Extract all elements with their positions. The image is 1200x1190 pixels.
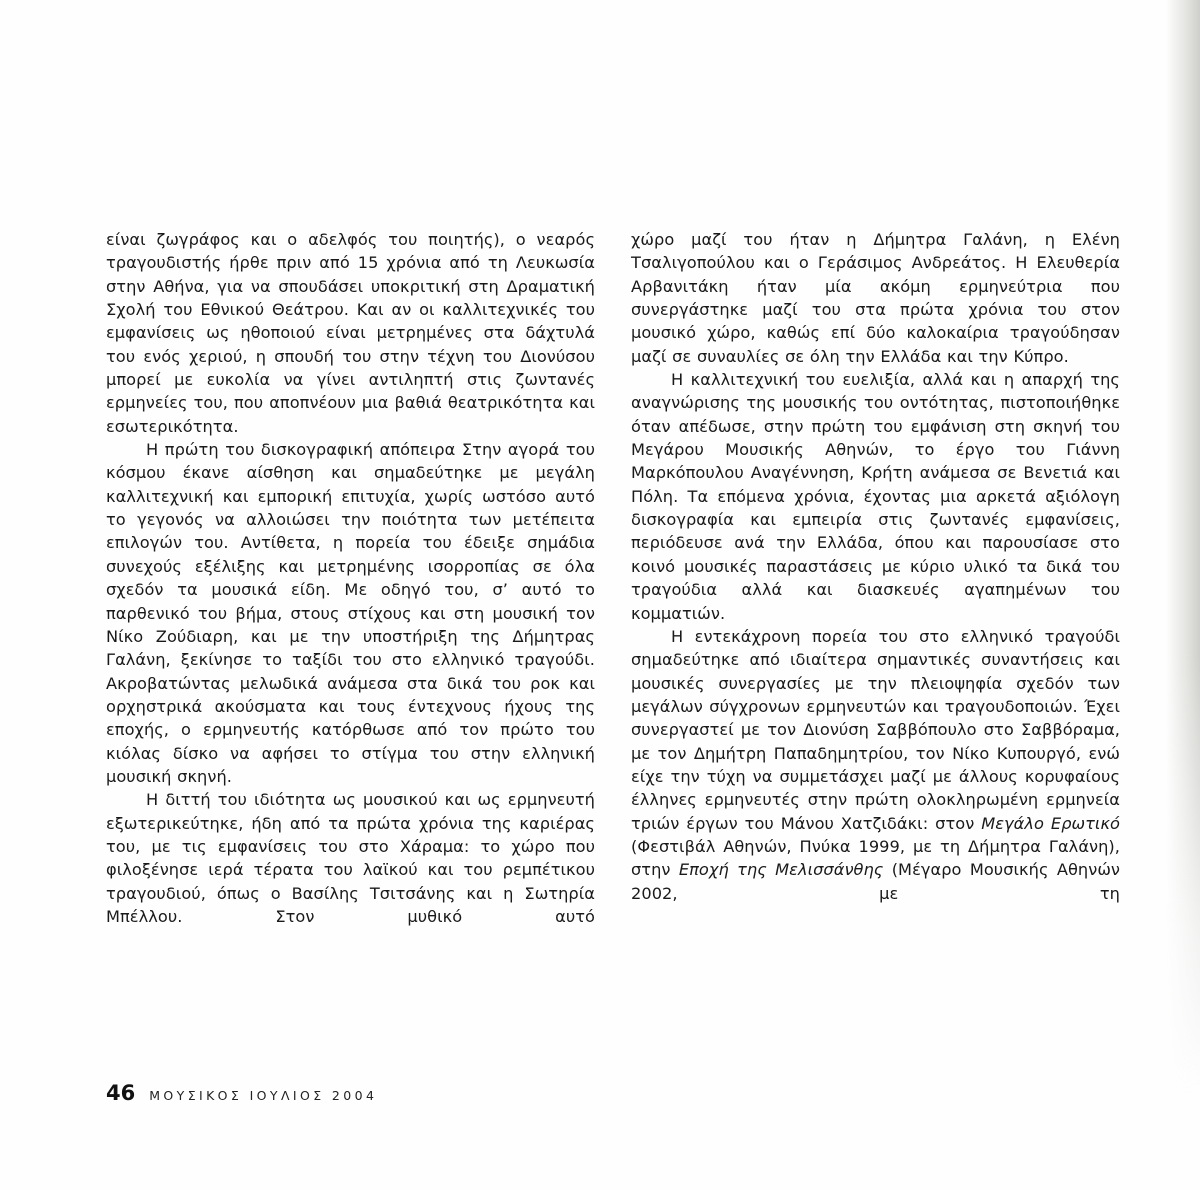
text-segment: Η εντεκάχρονη πορεία του στο ελληνικό τραγούδι σημαδεύτηκε από ιδιαίτερα σημαντικές συναντήσεις και μουσικές συνεργασίες με την πλειοψηφία σχεδόν των μεγάλων σύγχρονων ερμηνευτών και τραγουδοποιών. Έχει συνεργαστεί με τον Διονύση Σαββόπουλο στο Σαββόραμα, με τον Δημήτρη Παπαδημητρίου, τον Νίκο Κυπουργό, ενώ είχε την τύχη να συμμετάσχει μαζί με άλλους κορυφαίους έλληνες ερμηνευτές στην πρώτη ολοκληρωμένη ερμηνεία τριών έργων του Μάνου Χατζιδάκι: στον [631, 626, 1120, 833]
work-title-italic: Μεγάλο Ερωτικό [981, 813, 1120, 833]
running-title: ΜΟΥΣΙΚΟΣ ΙΟΥΛΙΟΣ 2004 [149, 1088, 378, 1103]
page-gutter-shadow [1166, 0, 1200, 1190]
paragraph: Η διττή του ιδιότητα ως μουσικού και ως ερμηνευτή εξωτερικεύτηκε, ήδη από τα πρώτα χρόνια της καριέρας του, με τις εμφανίσεις του στο Χάραμα: το χώρο που φιλοξένησε ιερά τέρατα του λαϊκού και του ρεμπέτικου τραγουδιού, όπως ο Βασίλης Τσιτσάνης και η Σωτηρία Μπέλλου. Στον μυθικό αυτό [106, 790, 595, 926]
work-title-italic: Εποχή της Μελισσάνθης [678, 860, 884, 880]
paragraph: Η καλλιτεχνική του ευελιξία, αλλά και η απαρχή της αναγνώρισης της μουσικής του οντότητας, πιστοποιήθηκε όταν απέδωσε, στην πρώτη του εμφάνιση στη σκηνή του Μεγάρου Μουσικής Αθηνών, το έργο του Γιάννη Μαρκόπουλου Αναγέννηση, Κρήτη ανάμεσα σε Βενετιά και Πόλη. Τα επόμενα χρόνια, έχοντας μια αρκετά αξιόλογη δισκογραφία και εμπειρία στις ζωντανές εμφανίσεις, περιόδευσε ανά την Ελλάδα, όπου και παρουσίασε στο κοινό μουσικές παραστάσεις με κύριο υλικό τα δικά του τραγούδια αλλά και διασκευές αγαπημένων του κομματιών. [631, 370, 1120, 623]
page-number: 46 [106, 1081, 136, 1105]
right-text-column [631, 228, 1120, 905]
paragraph: είναι ζωγράφος και ο αδελφός του ποιητής), ο νεαρός τραγουδιστής ήρθε πριν από 15 χρόνια από τη Λευκωσία στην Αθήνα, για να σπουδάσει υποκριτική στη Δραματική Σχολή του Εθνικού Θεάτρου. Και αν οι καλλιτεχνικές του εμφανίσεις ως ηθοποιού είναι μετρημένες στα δάχτυλά του ενός χεριού, η σπουδή του στην τέχνη του Διονύσου μπορεί με ευκολία να γίνει αντιληπτή στις ζωντανές ερμηνείες του, που αποπνέουν μια βαθιά θεατρικότητα και εσωτερικότητα. [106, 230, 595, 436]
left-text-column [106, 228, 595, 928]
paragraph: χώρο μαζί του ήταν η Δήμητρα Γαλάνη, η Ελένη Τσαλιγοπούλου και ο Γεράσιμος Ανδρεάτος. Η Ελευθερία Αρβανιτάκη ήταν μία ακόμη ερμηνεύτρια που συνεργάστηκε μαζί του στα πρώτα χρόνια του στον μουσικό χώρο, καθώς επί δύο καλοκαίρια τραγούδησαν μαζί σε συναυλίες σε όλη την Ελλάδα και την Κύπρο. [631, 230, 1120, 366]
text-segment: (Μέγαρο Μουσικής Αθηνών 2002, με τη [631, 860, 1121, 903]
paragraph [631, 625, 1120, 905]
paragraph: Η πρώτη του δισκογραφική απόπειρα Στην αγορά του κόσμου έκανε αίσθηση και σημαδεύτηκε με μεγάλη καλλιτεχνική και εμπορική επιτυχία, χωρίς ωστόσο αυτό το γεγονός να αλλοιώσει την ποιότητα των μετέπειτα επιλογών του. Αντίθετα, η πορεία του έδειξε σημάδια συνεχούς εξέλιξης και μετρημένης ισορροπίας σε όλα σχεδόν τα μουσικά είδη. Με οδηγό του, σ’ αυτό το παρθενικό του βήμα, στους στίχους και στη μουσική τον Νίκο Ζούδιαρη, και με την υποστήριξη της Δήμητρας Γαλάνη, ξεκίνησε το ταξίδι του στο ελληνικό τραγούδι. Ακροβατώντας μελωδικά ανάμεσα στα δικά του ροκ και ορχηστρικά ακούσματα και τους έντεχνους ήχους της εποχής, ο ερμηνευτής κατόρθωσε από τον πρώτο του κιόλας δίσκο να αφήσει το στίγμα του στην ελληνική μουσική σκηνή. [106, 440, 595, 786]
page-footer [106, 1081, 377, 1105]
text-segment: (Φεστιβάλ Αθηνών, Πνύκα 1999, με τη Δήμητρα Γαλάνη), στην [631, 836, 1120, 880]
